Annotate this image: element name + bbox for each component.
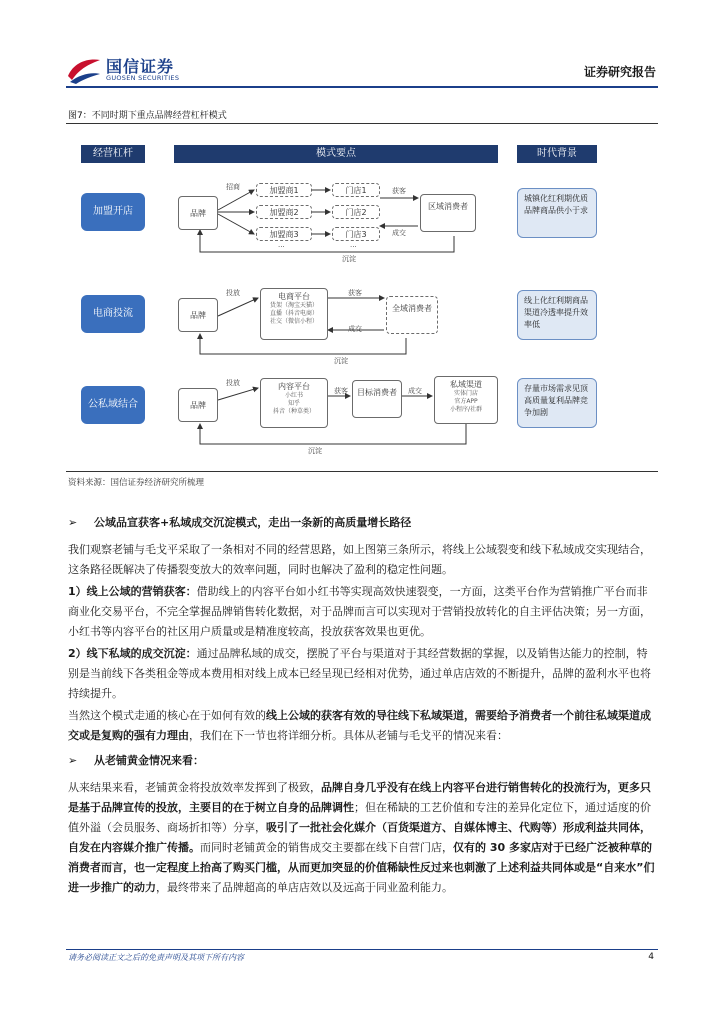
verb-deal: 成交 (408, 387, 422, 395)
paragraph-5-e: 而同时老铺黄金的销售成交主要都在线下自营门店， (200, 841, 453, 854)
paragraph-5-b: 品牌自身几乎没有在线上内容平台进行销售转化的投流行为，更多只是基于品牌宣传的投放，主要目的在于树立自身的品牌调性 (68, 781, 651, 814)
figure-title: 图7：不同时期下重点品牌经营杠杆模式 (68, 111, 227, 121)
row-public-private: 公私域结合 (81, 386, 145, 424)
logo-text-cn: 国信证券 (106, 57, 175, 76)
context-franchise: 城镇化红利期优质品牌商品供小于求 (517, 188, 597, 238)
paragraph-4-a: 当然这个模式走通的核心在于如何有效的 (68, 709, 266, 722)
brand-node: 品牌 (178, 388, 218, 422)
verb-recruit: 招商 (226, 183, 240, 191)
target-consumer: 目标消费者 (352, 380, 402, 418)
brand-node: 品牌 (178, 196, 218, 230)
page-number: 4 (648, 952, 654, 962)
store-more: ... (350, 241, 357, 249)
paragraph-1: 我们观察老铺与毛戈平采取了一条相对不同的经营思路，如上图第三条所示，将线上公域裂变和线下私域成交实现结合，这条路径既解决了传播裂变放大的效率问题，同时也解决了盈利的稳定性问题。 (68, 543, 651, 576)
verb-acquire: 获客 (348, 289, 362, 297)
regional-consumer: 区域消费者 (420, 194, 476, 232)
row-franchise: 加盟开店 (81, 193, 145, 231)
header-divider (66, 86, 658, 88)
verb-deal: 成交 (348, 325, 362, 333)
verb-acquire: 获客 (334, 387, 348, 395)
platform-sub-live: 直播（抖音电商） (269, 310, 318, 317)
figure-bottom-rule (66, 471, 658, 472)
header-model-points: 模式要点 (174, 145, 498, 163)
verb-invest: 投放 (226, 379, 240, 387)
paragraph-5-f: 仅有的 30 多家店对于已经广泛被种草的消费者而言，也一定程度上抬高了购买门槛，从而更加突显的价值稀缺性反过来也刺激了上述利益共同体或是“自来水”们进一步推广的动力 (68, 841, 655, 894)
paragraph-3-text: 通过品牌私域的成交，摆脱了平台与渠道对于其经营数据的掌握，以及销售达能力的控制，特别是当前线下各类租金等成本费用相对线上成本已经呈现已经相对优势，通过单店店效的不断提升，品牌的盈利水平也将持续提升。 (68, 647, 651, 700)
private-sub-store: 实体门店 (453, 390, 478, 397)
store-2: 门店2 (332, 205, 380, 219)
section-heading-2 (68, 752, 204, 768)
paragraph-4-c: ，我们在下一节也将详细分析。具体从老铺与毛戈平的情况来看： (189, 729, 508, 742)
logo-mark-icon (66, 54, 102, 84)
loop-settle: 沉淀 (308, 447, 322, 455)
paragraph-5-d: 吸引了一批社会化媒介（百货渠道方、自媒体博主、代购等）形成利益共同体，自发在内容媒介推广传播。 (68, 821, 651, 854)
platform-sub-douyin: 抖音（种草类） (272, 408, 315, 415)
header-leverage: 经营杠杆 (81, 145, 145, 163)
franchisee-1: 加盟商1 (256, 183, 312, 197)
franchisee-3: 加盟商3 (256, 227, 312, 241)
business-model-diagram (66, 138, 658, 466)
section-heading-1 (68, 514, 411, 530)
paragraph-3 (68, 644, 658, 704)
logo-text-en: GUOSEN SECURITIES (106, 74, 180, 82)
paragraph-5-g: ，最终带来了品牌超高的单店店效以及远高于同业盈利能力。 (156, 881, 453, 894)
paragraph-2-text: 借助线上的内容平台如小红书等实现高效快速裂变，一方面，这类平台作为营销推广平台而非商业化交易平台，不完全掌握品牌销售转化数据，对于品牌而言可以实现对于营销投放转化的自主评估决策；另一方面，小红书等内容平台的社区用户质量或是精准度较高，投放获客效果也更优。 (68, 585, 651, 638)
context-public-private: 存量市场需求见顶高质量复利品牌竞争加剧 (517, 378, 597, 428)
section-heading-text: 公域品宣获客+私域成交沉淀模式，走出一条新的高质量增长路径 (94, 516, 412, 529)
report-type: 证券研究报告 (583, 65, 656, 79)
footer-divider (66, 949, 658, 950)
bullet-arrow-icon: ➢ (68, 516, 78, 529)
paragraph-5-a: 从来结果来看，老铺黄金将投放效率发挥到了极致， (68, 781, 321, 794)
platform-sub-social: 社交（微信小程） (269, 318, 318, 325)
figure-source: 资料来源：国信证券经济研究所梳理 (68, 478, 205, 488)
paragraph-2 (68, 582, 658, 642)
paragraph-4-b: 线上公域的获客有效的导往线下私域渠道，需要给予消费者一个前往私域渠道成交或是复购的强有力理由 (68, 709, 651, 742)
store-1: 门店1 (332, 183, 380, 197)
franchisee-2: 加盟商2 (256, 205, 312, 219)
section-heading-text: 从老铺黄金情况来看： (94, 754, 204, 767)
header-era: 时代背景 (517, 145, 597, 163)
bullet-arrow-icon: ➢ (68, 754, 78, 767)
loop-settle: 沉淀 (334, 357, 348, 365)
content-platform (260, 378, 328, 428)
paragraph-2-lead: 1）线上公域的营销获客： (68, 585, 197, 598)
row-ecommerce: 电商投流 (81, 295, 145, 333)
paragraph-5-c: ；但在稀缺的工艺价值和专注的差异化定位下，通过适度的价值外溢（会员服务、商场折扣等）分享， (68, 801, 651, 834)
verb-deal: 成交 (392, 229, 406, 237)
verb-acquire: 获客 (392, 187, 406, 195)
paragraph-5 (68, 778, 658, 898)
private-channel (434, 376, 498, 424)
company-logo (66, 52, 206, 88)
store-3: 门店3 (332, 227, 380, 241)
verb-invest: 投放 (226, 289, 240, 297)
franchisee-more: ... (278, 241, 285, 249)
paragraph-4 (68, 706, 658, 746)
ecommerce-platform (260, 288, 328, 340)
paragraph-3-lead: 2）线下私域的成交沉淀： (68, 647, 197, 660)
footer-disclaimer: 请务必阅读正文之后的免责声明及其项下所有内容 (68, 953, 244, 962)
omni-consumer: 全域消费者 (386, 296, 438, 334)
context-ecommerce: 线上化红利期商品渠道冷透率提升效率低 (517, 290, 597, 340)
figure-top-rule (66, 123, 658, 124)
brand-node: 品牌 (178, 298, 218, 332)
loop-settle: 沉淀 (342, 255, 356, 263)
private-sub-community: 小程序/社群 (449, 406, 483, 413)
platform-sub-xhs: 小红书 (284, 392, 303, 399)
platform-sub-shelf: 货架（淘宝天猫） (269, 302, 318, 309)
private-sub-app: 官方APP (454, 398, 478, 405)
platform-title: 内容平台 (278, 382, 310, 391)
private-title: 私域渠道 (450, 380, 482, 389)
platform-title: 电商平台 (278, 292, 310, 301)
platform-sub-zhihu: 知乎 (287, 400, 300, 407)
